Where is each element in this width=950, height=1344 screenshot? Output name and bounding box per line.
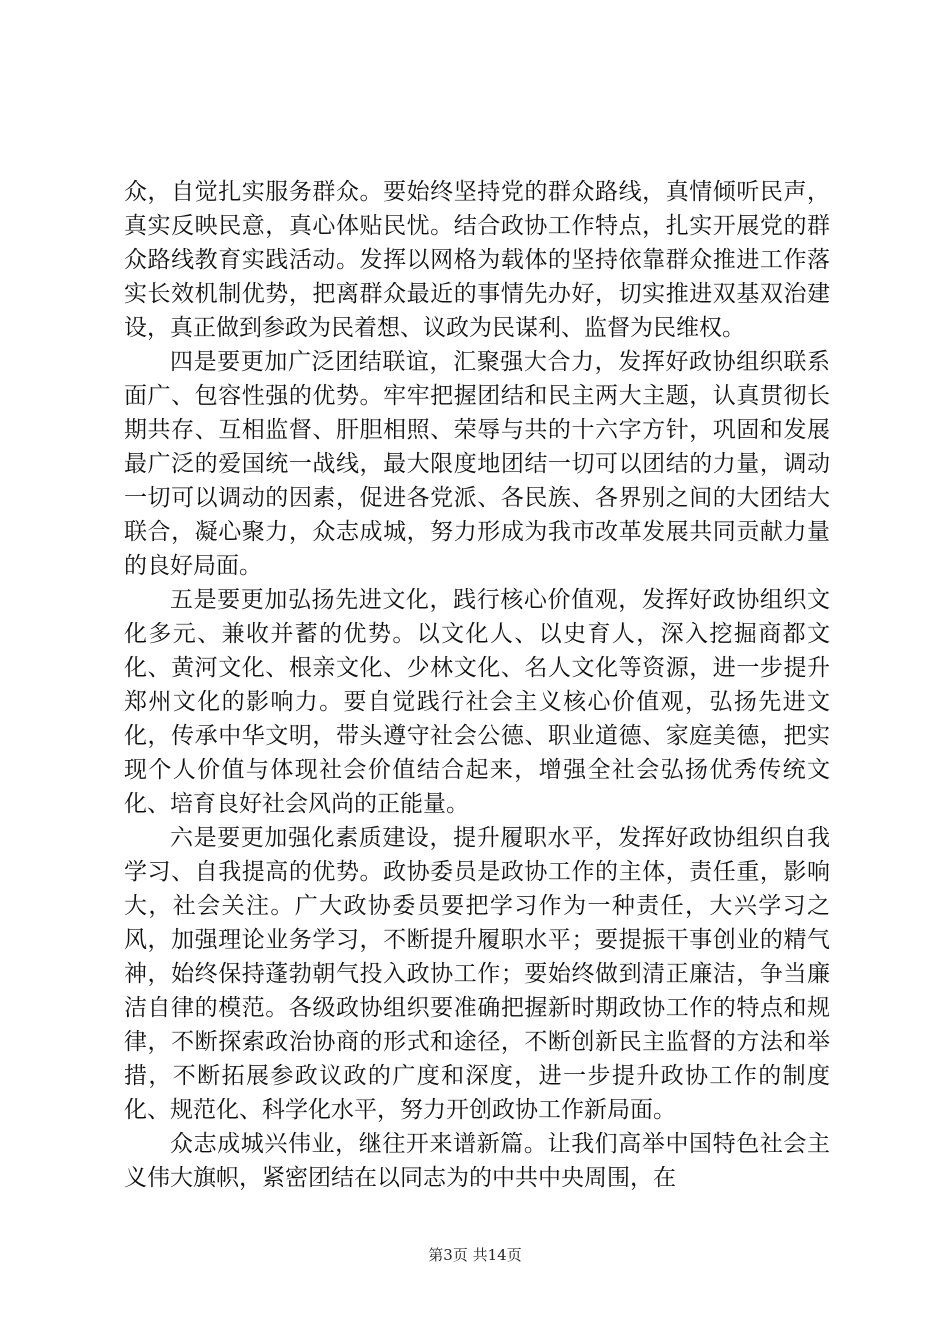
paragraph-1: 众，自觉扎实服务群众。要始终坚持党的群众路线，真情倾听民声，真实反映民意，真心体贴民忧。结合政协工作特点，扎实开展党的群众路线教育实践活动。发挥以网格为载体的坚持依靠群众推进工作落实长效机制优势，把离群众最近的事情先办好，切实推进双基双治建设，真正做到参政为民着想、议政为民谋利、监督为民维权。 [124,179,830,341]
paragraph-5: 众志成城兴伟业，继往开来谱新篇。让我们高举中国特色社会主义伟大旗帜，紧密团结在以同志为的中共中央周围，在 [124,1131,830,1191]
document-body [124,175,830,1195]
paragraph-2: 四是要更加广泛团结联谊，汇聚强大合力，发挥好政协组织联系面广、包容性强的优势。牢牢把握团结和民主两大主题，认真贯彻长期共存、互相监督、肝胆相照、荣辱与共的十六字方针，巩固和发展最广泛的爱国统一战线，最大限度地团结一切可以团结的力量，调动一切可以调动的因素，促进各党派、各民族、各界别之间的大团结大联合，凝心聚力，众志成城，努力形成为我市改革发展共同贡献力量的良好局面。 [124,349,830,579]
paragraph-4: 六是要更加强化素质建设，提升履职水平，发挥好政协组织自我学习、自我提高的优势。政协委员是政协工作的主体，责任重，影响大，社会关注。广大政协委员要把学习作为一种责任，大兴学习之风，加强理论业务学习，不断提升履职水平；要提振干事创业的精气神，始终保持蓬勃朝气投入政协工作；要始终做到清正廉洁，争当廉洁自律的模范。各级政协组织要准确把握新时期政协工作的特点和规律，不断探索政治协商的形式和途径，不断创新民主监督的方法和举措，不断拓展参政议政的广度和深度，进一步提升政协工作的制度化、规范化、科学化水平，努力开创政协工作新局面。 [124,825,830,1123]
paragraph-3: 五是要更加弘扬先进文化，践行核心价值观，发挥好政协组织文化多元、兼收并蓄的优势。以文化人、以史育人，深入挖掘商都文化、黄河文化、根亲文化、少林文化、名人文化等资源，进一步提升郑州文化的影响力。要自觉践行社会主义核心价值观，弘扬先进文化，传承中华文明，带头遵守社会公德、职业道德、家庭美德，把实现个人价值与体现社会价值结合起来，增强全社会弘扬优秀传统文化、培育良好社会风尚的正能量。 [124,587,830,817]
page-number-footer: 第3页 共14页 [428,1246,522,1264]
